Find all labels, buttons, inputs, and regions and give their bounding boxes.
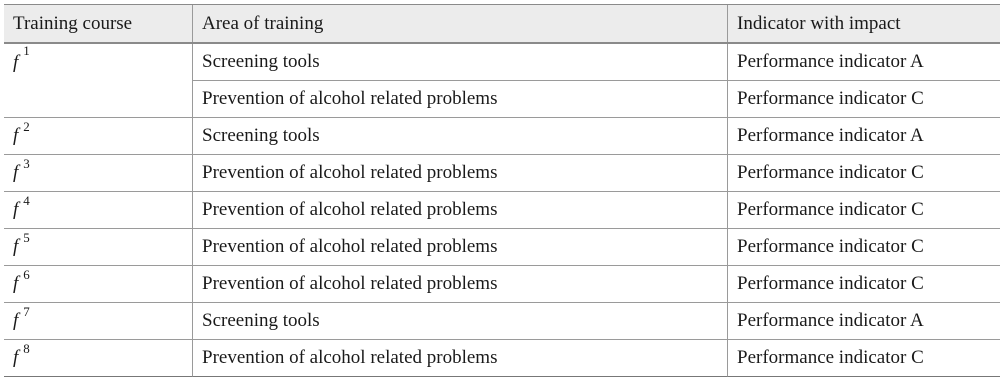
course-letter: f — [13, 310, 19, 331]
course-number: 5 — [23, 230, 30, 245]
indicator-cell: Performance indicator A — [727, 44, 1000, 81]
course-cell — [4, 340, 192, 377]
training-impact-table — [4, 4, 1000, 377]
course-cell — [4, 192, 192, 229]
area-cell: Screening tools — [192, 303, 727, 340]
area-cell: Prevention of alcohol related problems — [192, 266, 727, 303]
table-row — [4, 118, 1000, 155]
course-cell — [4, 266, 192, 303]
area-cell: Prevention of alcohol related problems — [192, 81, 727, 118]
table-row — [4, 229, 1000, 266]
course-number: 6 — [23, 267, 30, 282]
course-cell — [4, 303, 192, 340]
table-row — [4, 192, 1000, 229]
area-cell: Screening tools — [192, 44, 727, 81]
course-letter: f — [13, 273, 19, 294]
indicator-cell: Performance indicator C — [727, 81, 1000, 118]
course-number: 1 — [23, 43, 30, 58]
header-training-course: Training course — [13, 12, 133, 34]
area-cell: Prevention of alcohol related problems — [192, 155, 727, 192]
course-number: 8 — [23, 341, 30, 356]
course-number: 3 — [23, 156, 30, 171]
course-letter: f — [13, 125, 19, 146]
course-cell — [4, 229, 192, 266]
area-cell: Prevention of alcohol related problems — [192, 192, 727, 229]
indicator-cell: Performance indicator C — [727, 266, 1000, 303]
area-cell: Screening tools — [192, 118, 727, 155]
course-cell — [4, 44, 192, 118]
course-letter: f — [13, 236, 19, 257]
course-cell — [4, 155, 192, 192]
indicator-cell: Performance indicator C — [727, 340, 1000, 377]
course-cell — [4, 118, 192, 155]
course-number: 2 — [23, 119, 30, 134]
area-cell: Prevention of alcohol related problems — [192, 229, 727, 266]
indicator-cell: Performance indicator A — [727, 303, 1000, 340]
table-row — [4, 266, 1000, 303]
indicator-cell: Performance indicator C — [727, 155, 1000, 192]
table-header-row — [4, 4, 1000, 44]
table-row — [4, 303, 1000, 340]
course-letter: f — [13, 162, 19, 183]
indicator-cell: Performance indicator A — [727, 118, 1000, 155]
table-row — [4, 155, 1000, 192]
indicator-cell: Performance indicator C — [727, 192, 1000, 229]
course-number: 4 — [23, 193, 30, 208]
table-row — [4, 340, 1000, 377]
header-area-of-training: Area of training — [192, 5, 727, 42]
area-cell: Prevention of alcohol related problems — [192, 340, 727, 377]
header-indicator-with-impact: Indicator with impact — [727, 5, 1000, 42]
course-number: 7 — [23, 304, 30, 319]
course-letter: f — [13, 52, 19, 73]
table-row — [4, 44, 1000, 118]
course-letter: f — [13, 199, 19, 220]
course-letter: f — [13, 347, 19, 368]
indicator-cell: Performance indicator C — [727, 229, 1000, 266]
